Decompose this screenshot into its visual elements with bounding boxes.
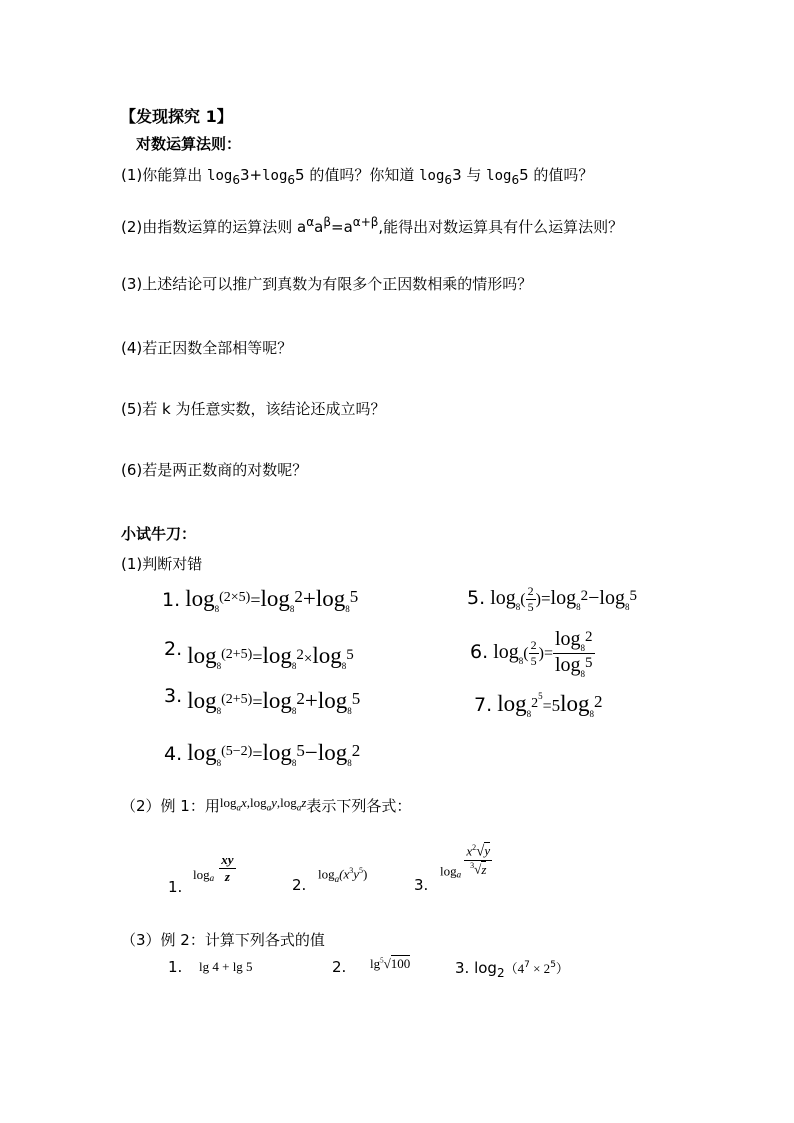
q1-c: 3 与: [452, 166, 487, 184]
expr-part: (x: [339, 866, 350, 882]
example-2-expr-2: [370, 956, 410, 972]
operator: −: [304, 740, 318, 765]
judge-item-5: 5. $\log_8$( $\frac{2}{5}$ )$=\log_82-\log_85$: [467, 584, 637, 614]
log-base: 8: [347, 706, 352, 716]
judge-item-6: 6. $\log_8$( $\frac{2}{5}$ )= $\frac{\log_82}{\log_85}$: [470, 628, 593, 679]
example-2-item-1-number: 1.: [168, 958, 183, 976]
log-base: 8: [216, 661, 222, 671]
log-base: 8: [347, 758, 352, 768]
log-base: 8: [526, 709, 532, 719]
exponent: 5: [359, 866, 364, 875]
log-symbol: log: [317, 740, 348, 765]
q1-log: log: [207, 168, 233, 184]
log-argument: 2: [296, 689, 305, 708]
log-base: 8: [291, 758, 297, 768]
exponent: 5: [538, 691, 543, 701]
practice-heading: 小试牛刀：: [121, 525, 197, 543]
q1-base-4: 6: [511, 173, 520, 187]
q1-b: 5 的值吗？你知道: [295, 166, 420, 184]
equals-sign: =: [250, 590, 261, 610]
log-argument: (2×5): [219, 590, 251, 605]
log-base: 8: [291, 661, 297, 671]
log-symbol: log: [187, 688, 217, 713]
equals-sign: =: [252, 647, 263, 667]
fraction-denominator: z: [224, 869, 230, 884]
item-number: 7.: [474, 694, 493, 716]
judge-item-2: [164, 638, 354, 671]
q2-alpha: α: [306, 215, 315, 229]
item-number: 2.: [164, 638, 183, 660]
log-argument: 2: [351, 741, 361, 760]
q1-log-4: log: [486, 168, 512, 184]
q1-prefix: (1)你能算出: [121, 166, 208, 184]
log-symbol: log: [490, 587, 516, 609]
operator: +: [302, 586, 316, 611]
expr-part: y: [353, 866, 360, 882]
log-symbol: log: [187, 740, 217, 765]
log-base: a: [456, 869, 462, 880]
log-base: 8: [515, 602, 521, 612]
exponent: 3: [349, 866, 354, 875]
q1-d: 5 的值吗？: [519, 166, 594, 184]
item-number: 6.: [470, 641, 489, 663]
log-symbol: log: [599, 587, 625, 609]
log-argument: 5: [351, 689, 361, 708]
equals-sign: =: [543, 645, 553, 662]
section-subtitle: 对数运算法则：: [136, 135, 242, 153]
equals-sign: =: [542, 698, 552, 715]
log-base: 8: [341, 661, 347, 671]
log-fraction-numerator: [553, 628, 595, 654]
q1-log-3: log: [419, 168, 445, 184]
log-argument: (2+5): [221, 692, 253, 707]
operator: −: [588, 587, 600, 609]
example-2-heading: （3）例 2：计算下列各式的值: [121, 931, 325, 949]
log-symbol: log: [193, 867, 210, 882]
log-argument: 2: [585, 629, 593, 645]
judge-item-7: 7. $\log_82^5=5\log_82$: [474, 691, 603, 719]
log-argument: 2: [296, 647, 304, 663]
fraction-numerator: xy: [221, 852, 234, 867]
log-base: 8: [345, 604, 350, 614]
log-symbol: log: [318, 866, 335, 882]
fraction: [219, 852, 235, 885]
fraction-numerator: 2: [527, 584, 534, 598]
item-number: 1.: [162, 589, 181, 611]
log-base: 8: [580, 669, 586, 679]
log-symbol: log: [262, 740, 292, 765]
q1-log-2: log: [262, 168, 288, 184]
q1-base-3: 6: [444, 173, 453, 187]
log-base: 8: [580, 643, 586, 653]
expr-part: ）: [555, 961, 569, 976]
log-symbol: log: [497, 691, 527, 716]
q2-suffix: ,能得出对数运算具有什么运算法则？: [378, 218, 624, 236]
item-number: 4.: [164, 743, 183, 765]
log-symbol: log: [312, 643, 342, 668]
expr-part: ): [363, 866, 368, 882]
fraction: [529, 638, 539, 669]
example-1-vars: $\log_ax,\log_ay,\log_az$: [219, 795, 307, 813]
expr-part: × 2: [529, 961, 551, 976]
radicand: 100: [390, 956, 411, 971]
log-symbol: log: [554, 654, 581, 676]
q2-beta: β: [323, 215, 332, 229]
practice-judge: (1)判断对错: [121, 555, 203, 573]
log-base: a: [209, 873, 215, 883]
judge-item-3: [164, 685, 360, 716]
item-number: 3.: [164, 685, 183, 707]
example-1-heading: [121, 795, 411, 816]
q1-base: 6: [232, 173, 240, 187]
log-symbol: log: [440, 863, 457, 879]
log-fraction: [553, 628, 595, 679]
question-3: (3)上述结论可以推广到真数为有限多个正因数相乘的情形吗？: [121, 275, 533, 293]
log-argument: 5: [629, 588, 637, 604]
example-2-expr-1: lg 4 + lg 5: [199, 959, 253, 974]
fraction-denominator: $^3$√z: [470, 861, 487, 877]
log-base: a: [334, 873, 340, 884]
question-6: (6)若是两正数商的对数呢？: [121, 461, 308, 479]
log-argument: 2: [594, 692, 603, 711]
lg-symbol: lg: [370, 956, 381, 971]
example-2-expr-3: [455, 958, 569, 980]
fraction: [526, 584, 536, 615]
log-symbol: log: [185, 586, 215, 611]
log-argument: 2: [580, 588, 589, 604]
example-1-suffix: 表示下列各式：: [306, 797, 412, 815]
operator: +: [304, 688, 318, 713]
log-symbol: log: [554, 628, 581, 650]
log-base: 8: [589, 709, 595, 719]
log-symbol: log: [187, 643, 217, 668]
example-1-expr-1: [193, 852, 236, 885]
log-argument: 5: [349, 587, 359, 606]
log-argument: 5: [585, 655, 593, 671]
radical-sign: √: [383, 956, 391, 971]
equals-sign: =: [252, 744, 263, 764]
fraction-numerator: 2: [530, 638, 537, 652]
expr-part: （4: [504, 961, 525, 976]
log-symbol: log: [550, 587, 577, 609]
log-base: 8: [216, 758, 222, 768]
log-base: 8: [291, 706, 297, 716]
fraction-denominator: 5: [530, 654, 537, 668]
judge-item-1: [162, 586, 358, 614]
fraction-denominator: 5: [527, 600, 534, 614]
q2-ab: α+β: [352, 215, 379, 229]
log-symbol: log: [317, 688, 348, 713]
example-1-item-2-number: 2.: [292, 876, 307, 894]
operator: ×: [303, 651, 313, 667]
question-1: [121, 164, 593, 187]
question-4: (4)若正因数全部相等呢？: [121, 339, 293, 357]
exponent: 5: [550, 960, 556, 970]
judge-item-4: [164, 740, 360, 768]
log-symbol: log: [315, 586, 346, 611]
q2-eq: =a: [331, 218, 353, 236]
q2-a2: a: [314, 218, 324, 236]
fraction: [464, 843, 492, 878]
log-base: 8: [289, 604, 295, 614]
fraction-numerator: $x^2√y$: [466, 843, 491, 860]
item-number: 5.: [467, 587, 486, 609]
log-argument: (5−2): [221, 744, 253, 759]
example-1-item-3-number: 3.: [414, 876, 429, 894]
root-index: 5: [380, 956, 384, 965]
log-base: 8: [576, 602, 581, 612]
log-symbol: log: [560, 691, 590, 716]
example-2-item-2-number: 2.: [332, 958, 347, 976]
log-symbol: log: [260, 586, 290, 611]
log-base: 2: [496, 966, 505, 980]
q1-base-2: 6: [287, 173, 296, 187]
example-1-expr-2: [318, 866, 367, 884]
log-argument: 5: [346, 647, 354, 663]
log-base: 8: [216, 706, 222, 716]
log-argument: 5: [296, 741, 305, 760]
coefficient: 5: [551, 696, 561, 715]
log-argument: (2+5): [221, 647, 253, 662]
equals-sign: =: [540, 589, 551, 608]
q2-prefix: (2)由指数运算的运算法则 a: [121, 218, 307, 236]
example-1-item-1-number: 1.: [168, 878, 183, 896]
question-2: [121, 215, 623, 237]
exponent: 7: [524, 960, 530, 970]
log-base: 8: [624, 602, 630, 612]
log-symbol: log: [493, 641, 519, 663]
item-label: 3. log: [455, 959, 497, 977]
log-argument: 2: [294, 587, 303, 606]
log-symbol: log: [262, 643, 292, 668]
section-title: 【发现探究 1】: [120, 107, 233, 126]
example-1-label: （2）例 1：用: [121, 797, 220, 815]
log-base: 8: [214, 604, 220, 614]
equals-sign: =: [252, 692, 263, 712]
example-1-expr-3: [440, 843, 492, 879]
log-base: 8: [518, 656, 524, 666]
question-5: (5)若 k 为任意实数，该结论还成立吗？: [121, 400, 386, 418]
log-fraction-denominator: [553, 654, 595, 679]
log-symbol: log: [262, 688, 292, 713]
q1-a: 3+: [239, 166, 263, 184]
